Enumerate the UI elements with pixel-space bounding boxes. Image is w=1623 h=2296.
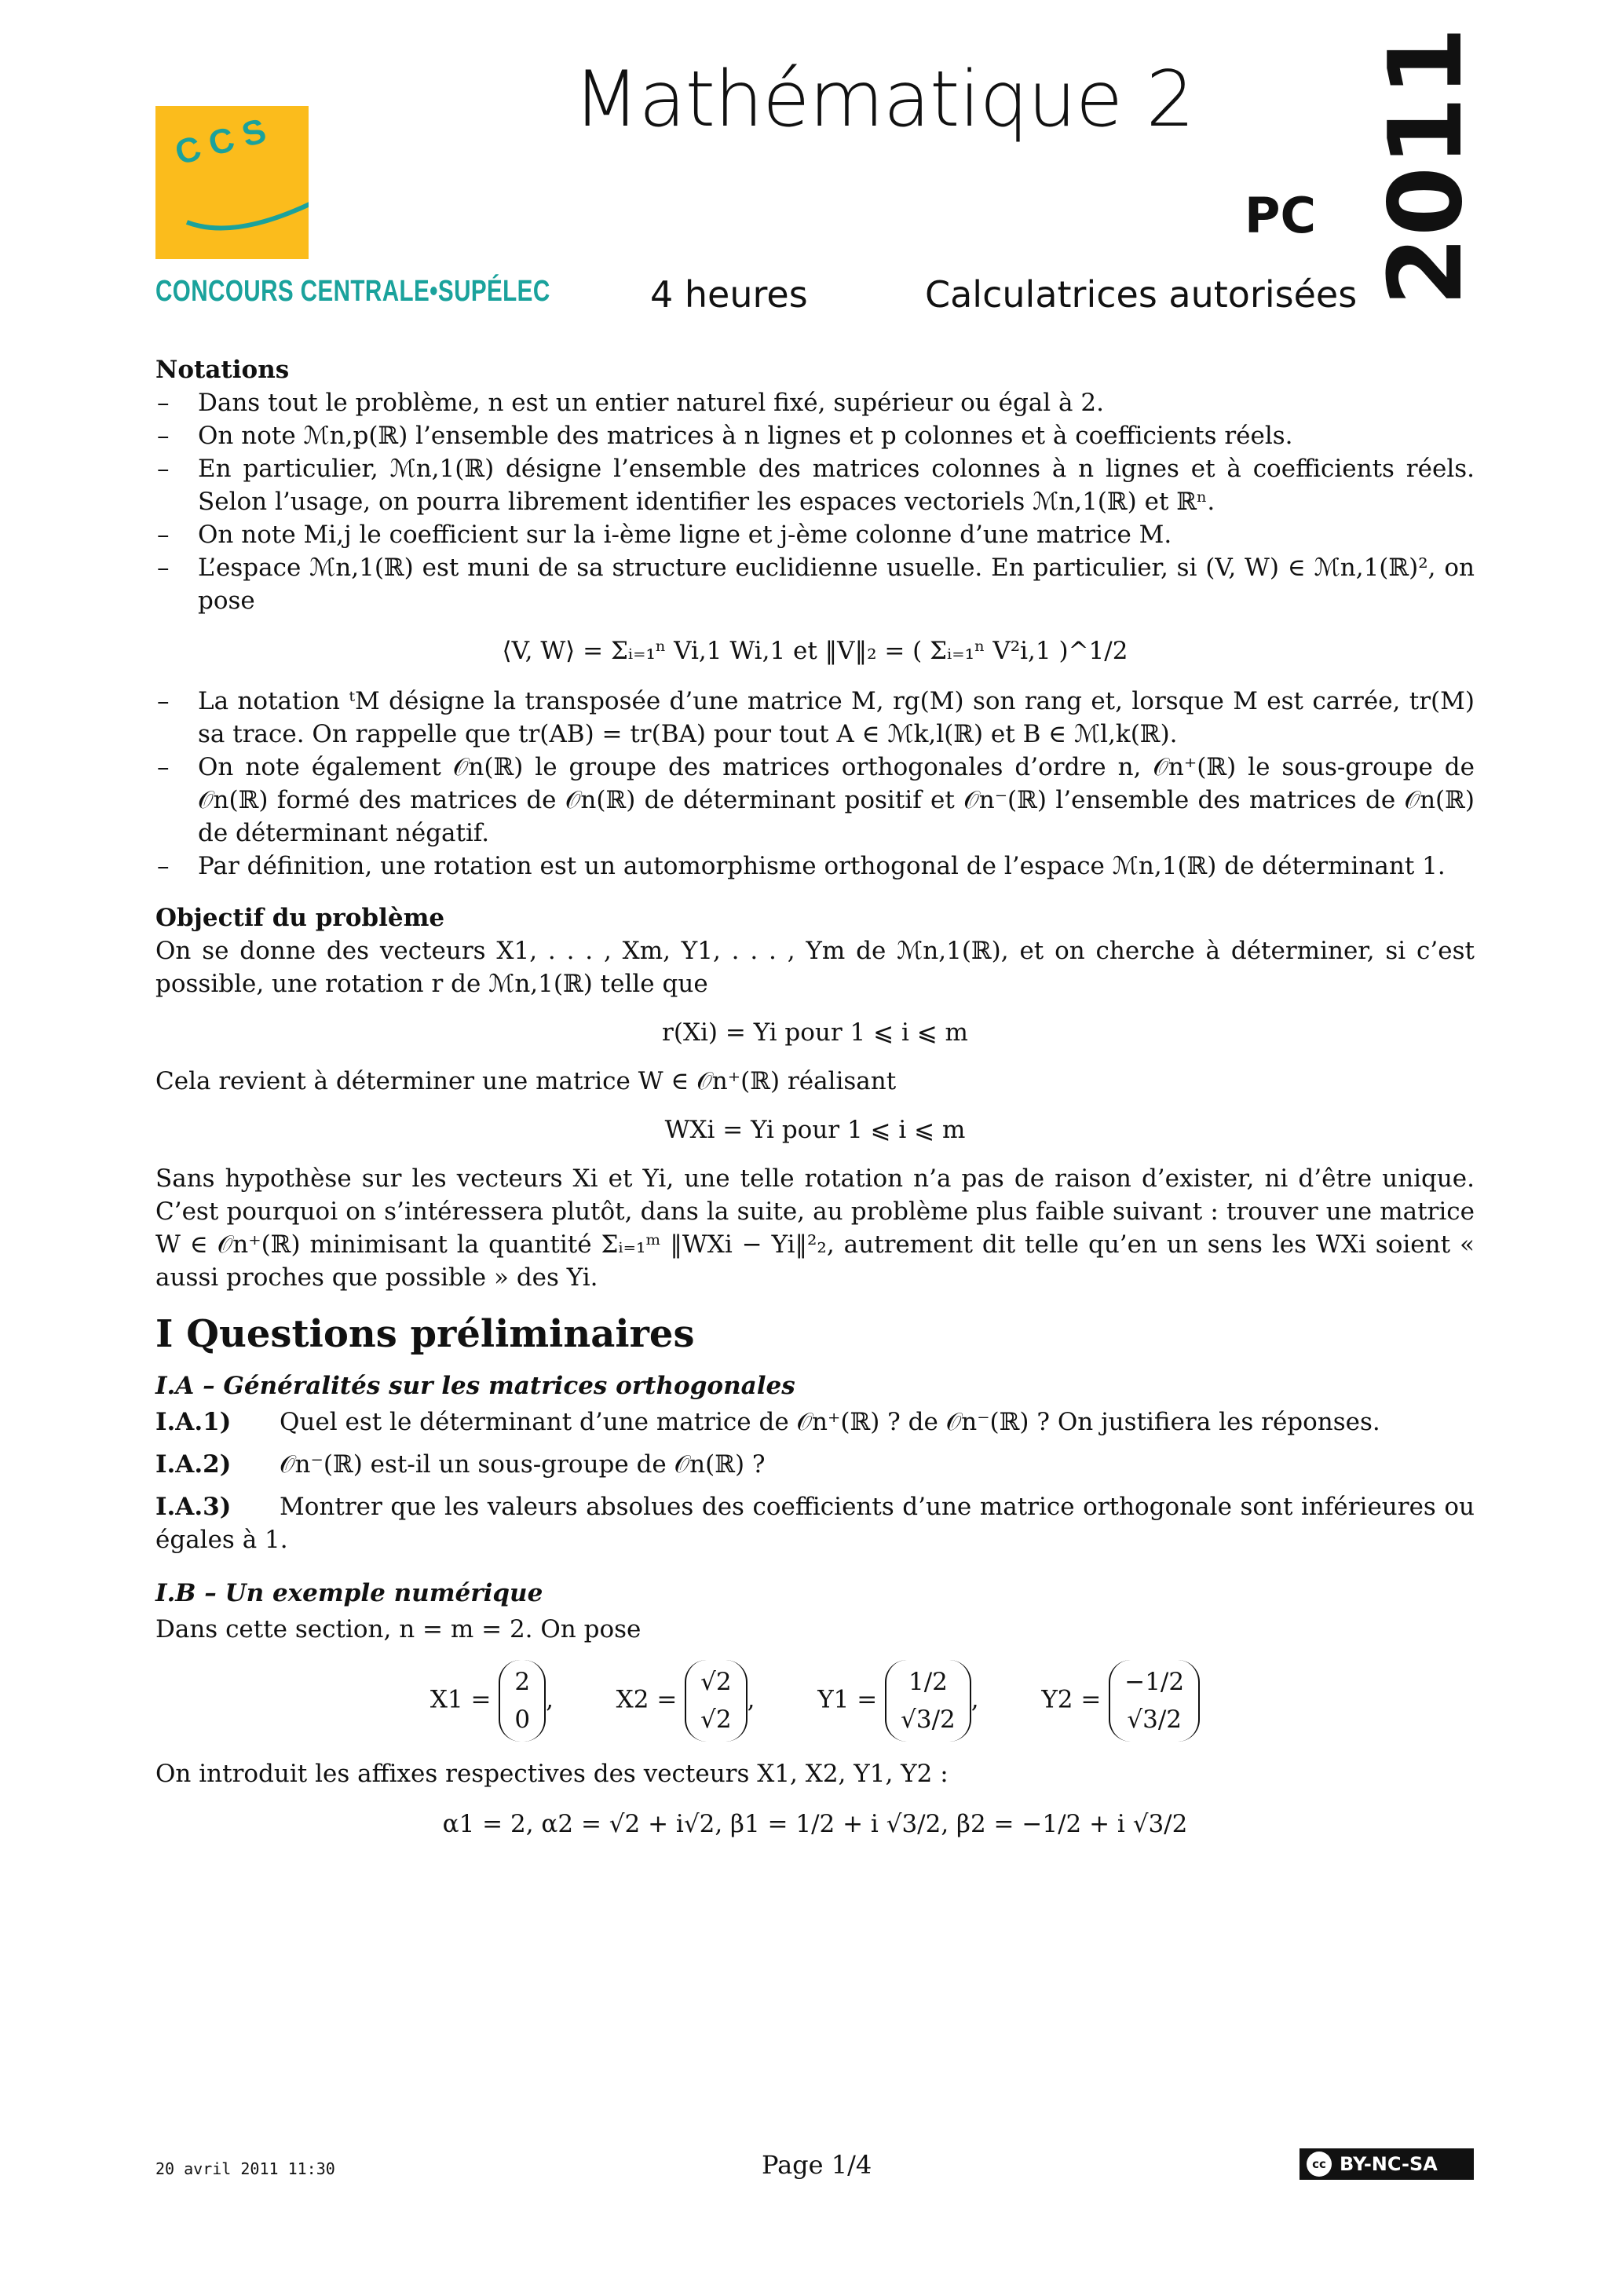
affixes-intro: On introduit les affixes respectives des vecteurs X1, X2, Y1, Y2 : — [155, 1760, 949, 1788]
vector-label: X1 = — [430, 1685, 492, 1714]
objective-paragraph: Cela revient à déterminer une matrice W ∈ 𝒪n⁺(ℝ) réalisant — [155, 1067, 897, 1095]
question — [155, 1448, 1475, 1481]
vector-entry: √2 — [700, 1668, 732, 1696]
notation-item: – L’espace ℳn,1(ℝ) est muni de sa structure euclidienne usuelle. En particulier, si (V, W) ∈ ℳn,1(ℝ)², on pose — [155, 551, 1475, 617]
question-text: Quel est le déterminant d’une matrice de 𝒪n⁺(ℝ) ? de 𝒪n⁻(ℝ) ? On justifiera les réponses. — [280, 1408, 1380, 1436]
objective-equation: r(Xi) = Yi pour 1 ⩽ i ⩽ m — [662, 1018, 968, 1047]
section-intro: Dans cette section, n = m = 2. On pose — [155, 1615, 642, 1643]
calculators-note: Calculatrices autorisées — [925, 273, 1358, 316]
page-title: Mathématique 2 — [573, 55, 1194, 144]
vector-label: X2 = — [616, 1685, 678, 1714]
page-number: Page 1/4 — [762, 2150, 872, 2180]
year-text: 2011 — [1368, 26, 1485, 306]
creative-commons-icon: cc — [1307, 2152, 1332, 2177]
vector-X2 — [685, 1660, 747, 1742]
ccs-logo-graphic — [155, 106, 309, 259]
vector-entry: 1/2 — [908, 1668, 948, 1696]
duration: 4 heures — [650, 273, 808, 316]
question — [155, 1406, 1475, 1439]
notations-heading: Notations — [155, 356, 290, 384]
license-badge — [1299, 2148, 1474, 2180]
question-number: I.A.2) — [155, 1450, 232, 1479]
vector-entry: −1/2 — [1124, 1668, 1185, 1696]
track-label: PC — [1245, 187, 1316, 244]
ccs-logo — [155, 106, 309, 259]
notation-item: – Par définition, une rotation est un automorphisme orthogonal de l’espace ℳn,1(ℝ) de déterminant 1. — [155, 850, 1475, 883]
vector-X1 — [499, 1660, 546, 1742]
vector-label: Y1 = — [817, 1685, 878, 1714]
inner-product-formula: ⟨V, W⟩ = Σᵢ₌₁ⁿ Vi,1 Wi,1 et ‖V‖₂ = ( Σᵢ₌₁ⁿ V²i,1 )^1/2 — [502, 637, 1128, 665]
vector-entry: √2 — [700, 1706, 732, 1734]
notation-item: – La notation ᵗM désigne la transposée d’une matrice M, rg(M) son rang et, lorsque M est carrée, tr(M) sa trace. On rappelle que tr(AB) = tr(BA) pour tout A ∈ ℳk,l(ℝ) et B ∈ ℳl,k(ℝ). — [155, 685, 1475, 751]
vector-entry: √3/2 — [901, 1706, 956, 1734]
notation-item: – En particulier, ℳn,1(ℝ) désigne l’ensemble des matrices colonnes à n lignes et à coefficients réels. Selon l’usage, on pourra librement identifier les espaces vectoriels ℳn,1(ℝ) et ℝⁿ. — [155, 452, 1475, 518]
year-label — [1368, 26, 1485, 322]
question-number: I.A.1) — [155, 1408, 232, 1436]
vector-Y1 — [885, 1660, 971, 1742]
question-text: Montrer que les valeurs absolues des coefficients d’une matrice orthogonale sont inférieures ou égales à 1. — [155, 1493, 1475, 1554]
question-number: I.A.3) — [155, 1493, 232, 1521]
notation-item: – On note ℳn,p(ℝ) l’ensemble des matrices à n lignes et p colonnes et à coefficients réels. — [155, 419, 1475, 452]
main-content — [155, 353, 1475, 1858]
notation-item: – Dans tout le problème, n est un entier naturel fixé, supérieur ou égal à 2. — [155, 386, 1475, 419]
question — [155, 1490, 1475, 1556]
objective-paragraph: Sans hypothèse sur les vecteurs Xi et Yi, une telle rotation n’a pas de raison d’exister, ni d’être unique. C’est pourquoi on s’intéressera plutôt, dans la suite, au problème plus faible suivant : trouver une matrice W ∈ 𝒪n⁺(ℝ) minimisant la quantité Σᵢ₌₁ᵐ ‖WXi − Yi‖²₂, autrement dit telle qu’en un sens les WXi soient « aussi proches que possible » des Yi. — [155, 1164, 1475, 1292]
license-text: BY-NC-SA — [1340, 2153, 1438, 2175]
vector-label: Y2 = — [1041, 1685, 1102, 1714]
subsection-title: I.A – Généralités sur les matrices orthogonales — [155, 1372, 795, 1400]
vectors-definition: X1 = 2 0, X2 = √2 √2, Y1 = 1/2 √3/2, Y2 = −1/2 √3/2 — [155, 1660, 1475, 1742]
question-text: 𝒪n⁻(ℝ) est-il un sous-groupe de 𝒪n(ℝ) ? — [280, 1450, 766, 1479]
affixes-formula: α1 = 2, α2 = √2 + i√2, β1 = 1/2 + i √3/2, β2 = −1/2 + i √3/2 — [442, 1810, 1188, 1838]
objective-equation: WXi = Yi pour 1 ⩽ i ⩽ m — [664, 1116, 966, 1144]
vector-Y2 — [1109, 1660, 1200, 1742]
objective-heading: Objectif du problème — [155, 904, 445, 932]
notation-item: – On note Mi,j le coefficient sur la i-ème ligne et j-ème colonne d’une matrice M. — [155, 518, 1475, 551]
subsection-title: I.B – Un exemple numérique — [155, 1579, 543, 1607]
objective-paragraph: On se donne des vecteurs X1, . . . , Xm, Y1, . . . , Ym de ℳn,1(ℝ), et on cherche à déterminer, si c’est possible, une rotation r de ℳn,1(ℝ) telle que — [155, 937, 1475, 998]
vector-entry: 2 — [514, 1668, 531, 1696]
section-title: I Questions préliminaires — [155, 1312, 695, 1356]
notation-item: – On note également 𝒪n(ℝ) le groupe des matrices orthogonales d’ordre n, 𝒪n⁺(ℝ) le sous-groupe de 𝒪n(ℝ) formé des matrices de 𝒪n(ℝ) de déterminant positif et 𝒪n⁻(ℝ) l’ensemble des matrices de 𝒪n(ℝ) de déterminant négatif. — [155, 751, 1475, 850]
logo-letters: C C S — [170, 111, 270, 173]
footer-date: 20 avril 2011 11:30 — [155, 2159, 335, 2178]
logo-caption: CONCOURS CENTRALE•SUPÉLEC — [155, 275, 550, 308]
vector-entry: √3/2 — [1127, 1706, 1182, 1734]
vector-entry: 0 — [514, 1706, 531, 1734]
